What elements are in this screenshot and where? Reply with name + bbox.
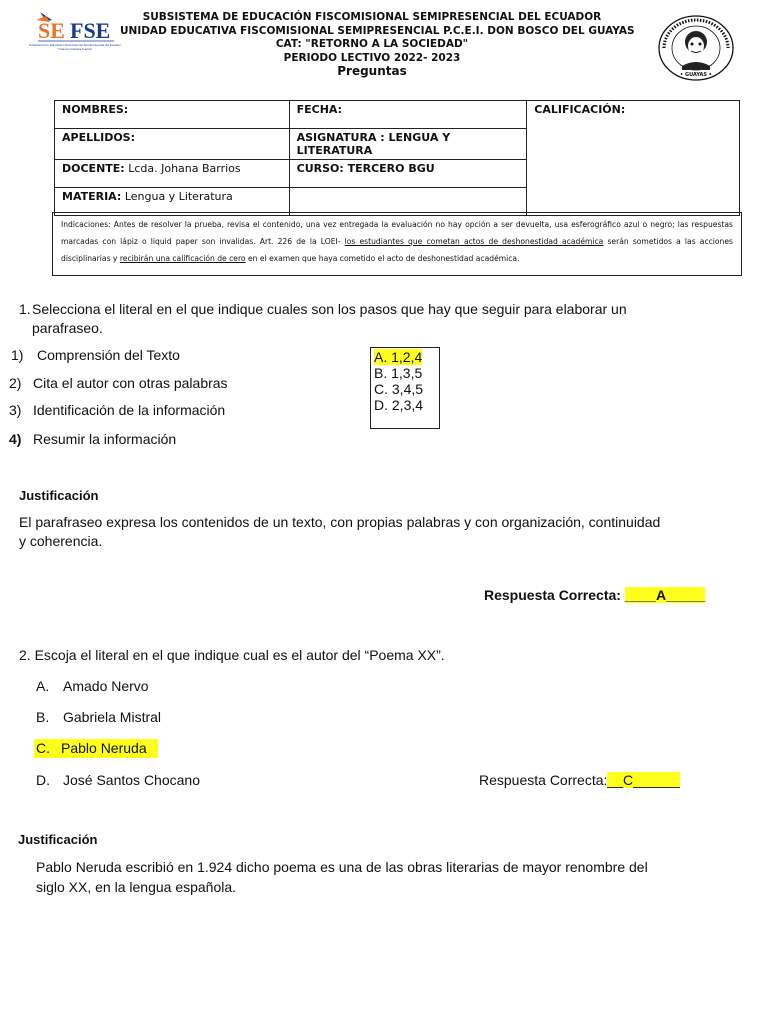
q2-justificacion-title: Justificación: [18, 832, 98, 847]
svg-text:SE: SE: [38, 18, 65, 43]
sefse-logo-sub2: "Unamos Nuestra Fuerza": [57, 47, 93, 51]
q2-option-c-letter: C.: [36, 740, 50, 756]
q1-option-c[interactable]: C. 3,4,5: [374, 381, 424, 397]
q1-step-number: 2): [9, 375, 22, 391]
q2-option-a[interactable]: Amado Nervo: [63, 678, 149, 694]
q2-option-c: Pablo Neruda: [61, 740, 147, 756]
q1-step-number: 3): [9, 402, 22, 418]
header-line-3: CAT: "RETORNO A LA SOCIEDAD": [275, 38, 469, 50]
student-info-table: [54, 100, 740, 216]
q1-respuesta-value[interactable]: ____A_____: [624, 587, 706, 603]
instructions-box: Indicaciones: Antes de resolver la prueba, revisa el contenido, una vez entregada la evaluación no hay opción a ser devuelta, usa esferográfico azul o negro; las respuestas marcadas con lápiz o liquid paper son invalidas. Art. 226 de la LOEI- los estudiantes que cometan actos de deshonestidad académica serán sometidos a las acciones disciplinarias y recibirán una calificación de cero en el examen que haya cometido el acto de deshonestidad académica.: [52, 212, 742, 276]
curso-cell: CURSO: TERCERO BGU: [289, 160, 527, 188]
q2-respuesta: [479, 771, 680, 790]
q1-number: 1.: [19, 301, 31, 317]
svg-text:• GUAYAS •: • GUAYAS •: [680, 72, 712, 78]
header-line-5: Preguntas: [337, 64, 407, 78]
q1-step-label: Comprensión del Texto: [37, 347, 180, 363]
q2-option-b[interactable]: Gabriela Mistral: [63, 709, 162, 725]
q1-respuesta: [484, 586, 705, 605]
nombres-cell[interactable]: NOMBRES:: [55, 101, 290, 129]
asignatura-cell: ASIGNATURA : LENGUA Y LITERATURA: [289, 129, 527, 160]
q1-option-d[interactable]: D. 2,3,4: [374, 397, 424, 413]
q2-justificacion-line1: Pablo Neruda escribió en 1.924 dicho poema es una de las obras literarias de mayor renombre del: [36, 859, 648, 875]
q1-step-number: 1): [11, 347, 24, 363]
calificacion-cell[interactable]: CALIFICACIÓN:: [527, 101, 740, 216]
q2-option-b-letter: B.: [36, 709, 50, 725]
header-line-2: UNIDAD EDUCATIVA FISCOMISIONAL SEMIPRESENCIAL P.C.E.I. DON BOSCO DEL GUAYAS: [120, 24, 635, 37]
q1-step-label: Resumir la información: [33, 431, 177, 447]
q1-step-label: Identificación de la información: [33, 402, 226, 418]
q2-respuesta-value[interactable]: __C______: [607, 772, 680, 788]
q1-justificacion-line2: y coherencia.: [19, 533, 103, 549]
q1-justificacion-line1: El parafraseo expresa los contenidos de un texto, con propias palabras y con organización, continuidad: [19, 514, 661, 530]
header-line-1: SUBSISTEMA DE EDUCACIÓN FISCOMISIONAL SEMIPRESENCIAL DEL ECUADOR: [142, 11, 602, 23]
sefse-logo: [26, 8, 122, 54]
q1-option-b[interactable]: B. 1,3,5: [374, 365, 423, 381]
svg-text:FSE: FSE: [70, 18, 111, 43]
q1-text-line1: Selecciona el literal en el que indique cuales son los pasos que hay que seguir para elaborar un: [32, 301, 627, 317]
docente-cell: DOCENTE: Lcda. Johana Barrios: [55, 160, 290, 188]
q1-option-a[interactable]: A. 1,2,4: [374, 349, 423, 365]
q2-option-d[interactable]: José Santos Chocano: [63, 772, 200, 788]
q2-justificacion-line2: siglo XX, en la lengua española.: [36, 879, 237, 895]
school-seal-logo: [656, 14, 736, 82]
q1-justificacion-title: Justificación: [19, 488, 99, 503]
q2-text: 2. Escoja el literal en el que indique cual es el autor del “Poema XX”.: [19, 647, 445, 663]
q2-option-a-letter: A.: [36, 678, 50, 694]
q1-text-line2: parafraseo.: [32, 320, 103, 336]
apellidos-cell[interactable]: APELLIDOS:: [55, 129, 290, 160]
fecha-cell[interactable]: FECHA:: [289, 101, 527, 129]
header-line-4: PERIODO LECTIVO 2022- 2023: [283, 51, 461, 64]
document-header: [120, 11, 635, 79]
q2-option-d-letter: D.: [36, 772, 50, 788]
q1-step-number: 4): [9, 431, 22, 447]
q1-respuesta-label: Respuesta Correcta:: [484, 587, 625, 603]
q2-option-c-highlight[interactable]: [34, 739, 158, 758]
q1-options-box: [370, 347, 440, 429]
q1-step-label: Cita el autor con otras palabras: [33, 375, 228, 391]
materia-cell: MATERIA: Lengua y Literatura: [55, 188, 290, 216]
q2-respuesta-label: Respuesta Correcta:: [479, 772, 608, 788]
sefse-logo-sub1: Subsistema de Educación Fiscomisional Semipresencial del Ecuador: [29, 43, 121, 47]
